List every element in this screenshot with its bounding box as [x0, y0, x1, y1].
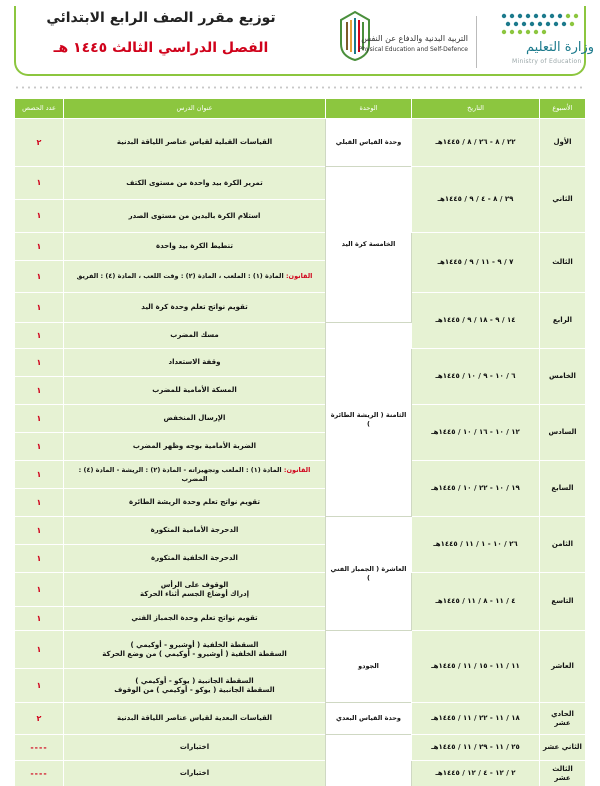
table-row: [15, 631, 586, 669]
lesson-line: السقطة الجانبية ( يوكو - أوكيمي ): [135, 676, 254, 685]
lesson-cell: تقويم نواتج تعلم وحدة الريشة الطائرة: [64, 489, 326, 517]
lesson-cell: استلام الكرة باليدين من مستوى الصدر: [64, 200, 326, 233]
unit-cell-empty: [326, 735, 412, 786]
col-header-lesson: عنوان الدرس: [64, 99, 326, 119]
week-cell: العاشر: [540, 631, 586, 703]
count-cell: ١: [15, 405, 64, 433]
week-cell: الرابع: [540, 293, 586, 349]
unit-cell: الخامسة كرة اليد: [326, 167, 412, 323]
date-cell: ٧ / ٩ - ١١ / ٩ / ١٤٤٥هـ: [412, 233, 540, 293]
ministry-name-ar: وزارة التعليم: [526, 40, 595, 55]
count-cell: ٢: [15, 119, 64, 167]
unit-cell: الجودو: [326, 631, 412, 703]
count-cell: ١: [15, 461, 64, 489]
law-label: القانون:: [283, 466, 311, 475]
lesson-cell: [64, 261, 326, 293]
count-cell: ١: [15, 261, 64, 293]
logo-separator: [476, 16, 477, 68]
date-cell: ١٩ / ١٠ - ٢٢ / ١٠ / ١٤٤٥هـ: [412, 461, 540, 517]
table-row: [15, 735, 586, 761]
lesson-text-mixed: [77, 272, 313, 280]
week-cell: الثالث: [540, 233, 586, 293]
count-cell: ١: [15, 167, 64, 200]
week-cell: الحادي عشر: [540, 703, 586, 735]
date-cell: ٢٥ / ١١ - ٢٩ / ١١ / ١٤٤٥هـ: [412, 735, 540, 761]
count-cell: ----: [15, 761, 64, 786]
date-cell: ٢ / ١٢ - ٤ / ١٢ / ١٤٤٥هـ: [412, 761, 540, 786]
lesson-cell: [64, 631, 326, 669]
count-cell: ١: [15, 433, 64, 461]
lesson-cell: تنطيط الكرة بيد واحدة: [64, 233, 326, 261]
ministry-logo: [486, 6, 596, 72]
lesson-cell: مسك المضرب: [64, 323, 326, 349]
count-cell: ١: [15, 489, 64, 517]
date-cell: ٤ / ١١ - ٨ / ١١ / ١٤٤٥هـ: [412, 573, 540, 631]
table-row: [15, 517, 586, 545]
week-cell: الخامس: [540, 349, 586, 405]
week-cell: الثاني: [540, 167, 586, 233]
table-row: [15, 703, 586, 735]
count-cell: ١: [15, 669, 64, 703]
unit-cell: العاشرة ( الجمباز الفني ): [326, 517, 412, 631]
ministry-name-en: Ministry of Education: [512, 58, 582, 65]
lesson-line: إدراك أوضاع الجسم أثناء الحركة: [139, 589, 250, 598]
lesson-cell: تقويم نواتج تعلم وحدة كرة اليد: [64, 293, 326, 323]
law-label: القانون:: [285, 272, 313, 281]
schedule-table: [14, 98, 586, 786]
week-cell: الثاني عشر: [540, 735, 586, 761]
dotted-divider: [14, 86, 586, 89]
title-block: [46, 10, 276, 56]
count-cell: ١: [15, 545, 64, 573]
week-cell: السابع: [540, 461, 586, 517]
law-text: المادة (١) : الملعب ، المادة (٢) : وقت اللعب ، المادة (٤) : الفريق: [76, 272, 286, 281]
count-cell: ١: [15, 631, 64, 669]
unit-cell: وحدة القياس البعدي: [326, 703, 412, 735]
lesson-cell: [64, 461, 326, 489]
lesson-line: السقطة الجانبية ( يوكو - أوكيمي ) من الوقوف: [114, 685, 275, 694]
count-cell: ----: [15, 735, 64, 761]
date-cell: ١٤ / ٩ - ١٨ / ٩ / ١٤٤٥هـ: [412, 293, 540, 349]
count-cell: ٢: [15, 703, 64, 735]
lesson-cell: [64, 669, 326, 703]
date-cell: ٢٢ / ٨ - ٢٦ / ٨ / ١٤٤٥هـ: [412, 119, 540, 167]
pe-logo-text-ar: التربية البدنية والدفاع عن النفس: [361, 34, 468, 43]
week-cell: التاسع: [540, 573, 586, 631]
lesson-cell: القياسات البعدية لقياس عناصر اللياقة البدنية: [64, 703, 326, 735]
ministry-dots-icon: [498, 10, 584, 38]
table-row: [15, 405, 586, 433]
count-cell: ١: [15, 233, 64, 261]
lesson-cell: الدحرجة الأمامية المتكورة: [64, 517, 326, 545]
lesson-cell: وقفة الاستعداد: [64, 349, 326, 377]
col-header-week: الأسبوع: [540, 99, 586, 119]
lesson-line: الوقوف على الرأس: [160, 580, 229, 589]
table-row: [15, 349, 586, 377]
lesson-cell: اختبارات: [64, 735, 326, 761]
unit-cell: وحدة القياس القبلي: [326, 119, 412, 167]
count-cell: ١: [15, 323, 64, 349]
lesson-cell: الضربة الأمامية بوجه وظهر المضرب: [64, 433, 326, 461]
date-cell: ١٨ / ١١ - ٢٢ / ١١ / ١٤٤٥هـ: [412, 703, 540, 735]
table-row: [15, 167, 586, 200]
date-cell: ٢٦ / ١٠ - ١ / ١١ / ١٤٤٥هـ: [412, 517, 540, 573]
count-cell: ١: [15, 293, 64, 323]
lesson-cell: الدحرجة الخلفية المتكورة: [64, 545, 326, 573]
col-header-date: التاريخ: [412, 99, 540, 119]
week-cell: الثامن: [540, 517, 586, 573]
col-header-unit: الوحدة: [326, 99, 412, 119]
page-subtitle: الفصل الدراسي الثالث ١٤٤٥ هـ: [53, 40, 269, 56]
page-header: [14, 6, 595, 76]
table-row: [15, 119, 586, 167]
unit-cell: الثامنة ( الريشة الطائرة ): [326, 323, 412, 517]
count-cell: ١: [15, 377, 64, 405]
week-cell: السادس: [540, 405, 586, 461]
lesson-cell: [64, 573, 326, 607]
lesson-cell: القياسات القبلية لقياس عناصر اللياقة البدنية: [64, 119, 326, 167]
week-cell: الثالث عشر: [540, 761, 586, 786]
table-row: [15, 761, 586, 786]
lesson-text-mixed: [79, 466, 311, 482]
count-cell: ١: [15, 607, 64, 631]
table-header-row: [15, 99, 586, 119]
count-cell: ١: [15, 517, 64, 545]
lesson-cell: تمرير الكرة بيد واحدة من مستوى الكتف: [64, 167, 326, 200]
lesson-cell: اختبارات: [64, 761, 326, 786]
count-cell: ١: [15, 200, 64, 233]
week-cell: الأول: [540, 119, 586, 167]
table-row: [15, 233, 586, 261]
page-title: توزيع مقرر الصف الرابع الابتدائي: [46, 10, 276, 26]
lesson-cell: المسكة الأمامية للمضرب: [64, 377, 326, 405]
table-row: [15, 573, 586, 607]
date-cell: ١١ / ١١ - ١٥ / ١١ / ١٤٤٥هـ: [412, 631, 540, 703]
lesson-line: السقطة الخلفية ( أوشيرو - أوكيمي ): [130, 640, 259, 649]
date-cell: ١٢ / ١٠ - ١٦ / ١٠ / ١٤٤٥هـ: [412, 405, 540, 461]
lesson-cell: الإرسال المنخفض: [64, 405, 326, 433]
count-cell: ١: [15, 349, 64, 377]
date-cell: ٦ / ١٠ - ٩ / ١٠ / ١٤٤٥هـ: [412, 349, 540, 405]
date-cell: ٢٩ / ٨ - ٤ / ٩ / ١٤٤٥هـ: [412, 167, 540, 233]
law-text: المادة (١) : الملعب وتجهيزاته - المادة (٢) : الريشة - المادة (٤) : المضرب: [78, 466, 284, 483]
count-cell: ١: [15, 573, 64, 607]
table-row: [15, 461, 586, 489]
lesson-cell: تقويم نواتج تعلم وحدة الجمباز الفني: [64, 607, 326, 631]
table-row: [15, 293, 586, 323]
pe-logo: [308, 6, 468, 70]
pe-logo-text-en: Physical Education and Self-Defence: [358, 46, 468, 53]
lesson-line: السقطة الخلفية ( أوشيرو - أوكيمي ) من وضع الحركة: [102, 649, 287, 658]
col-header-count: عدد الحصص: [15, 99, 64, 119]
